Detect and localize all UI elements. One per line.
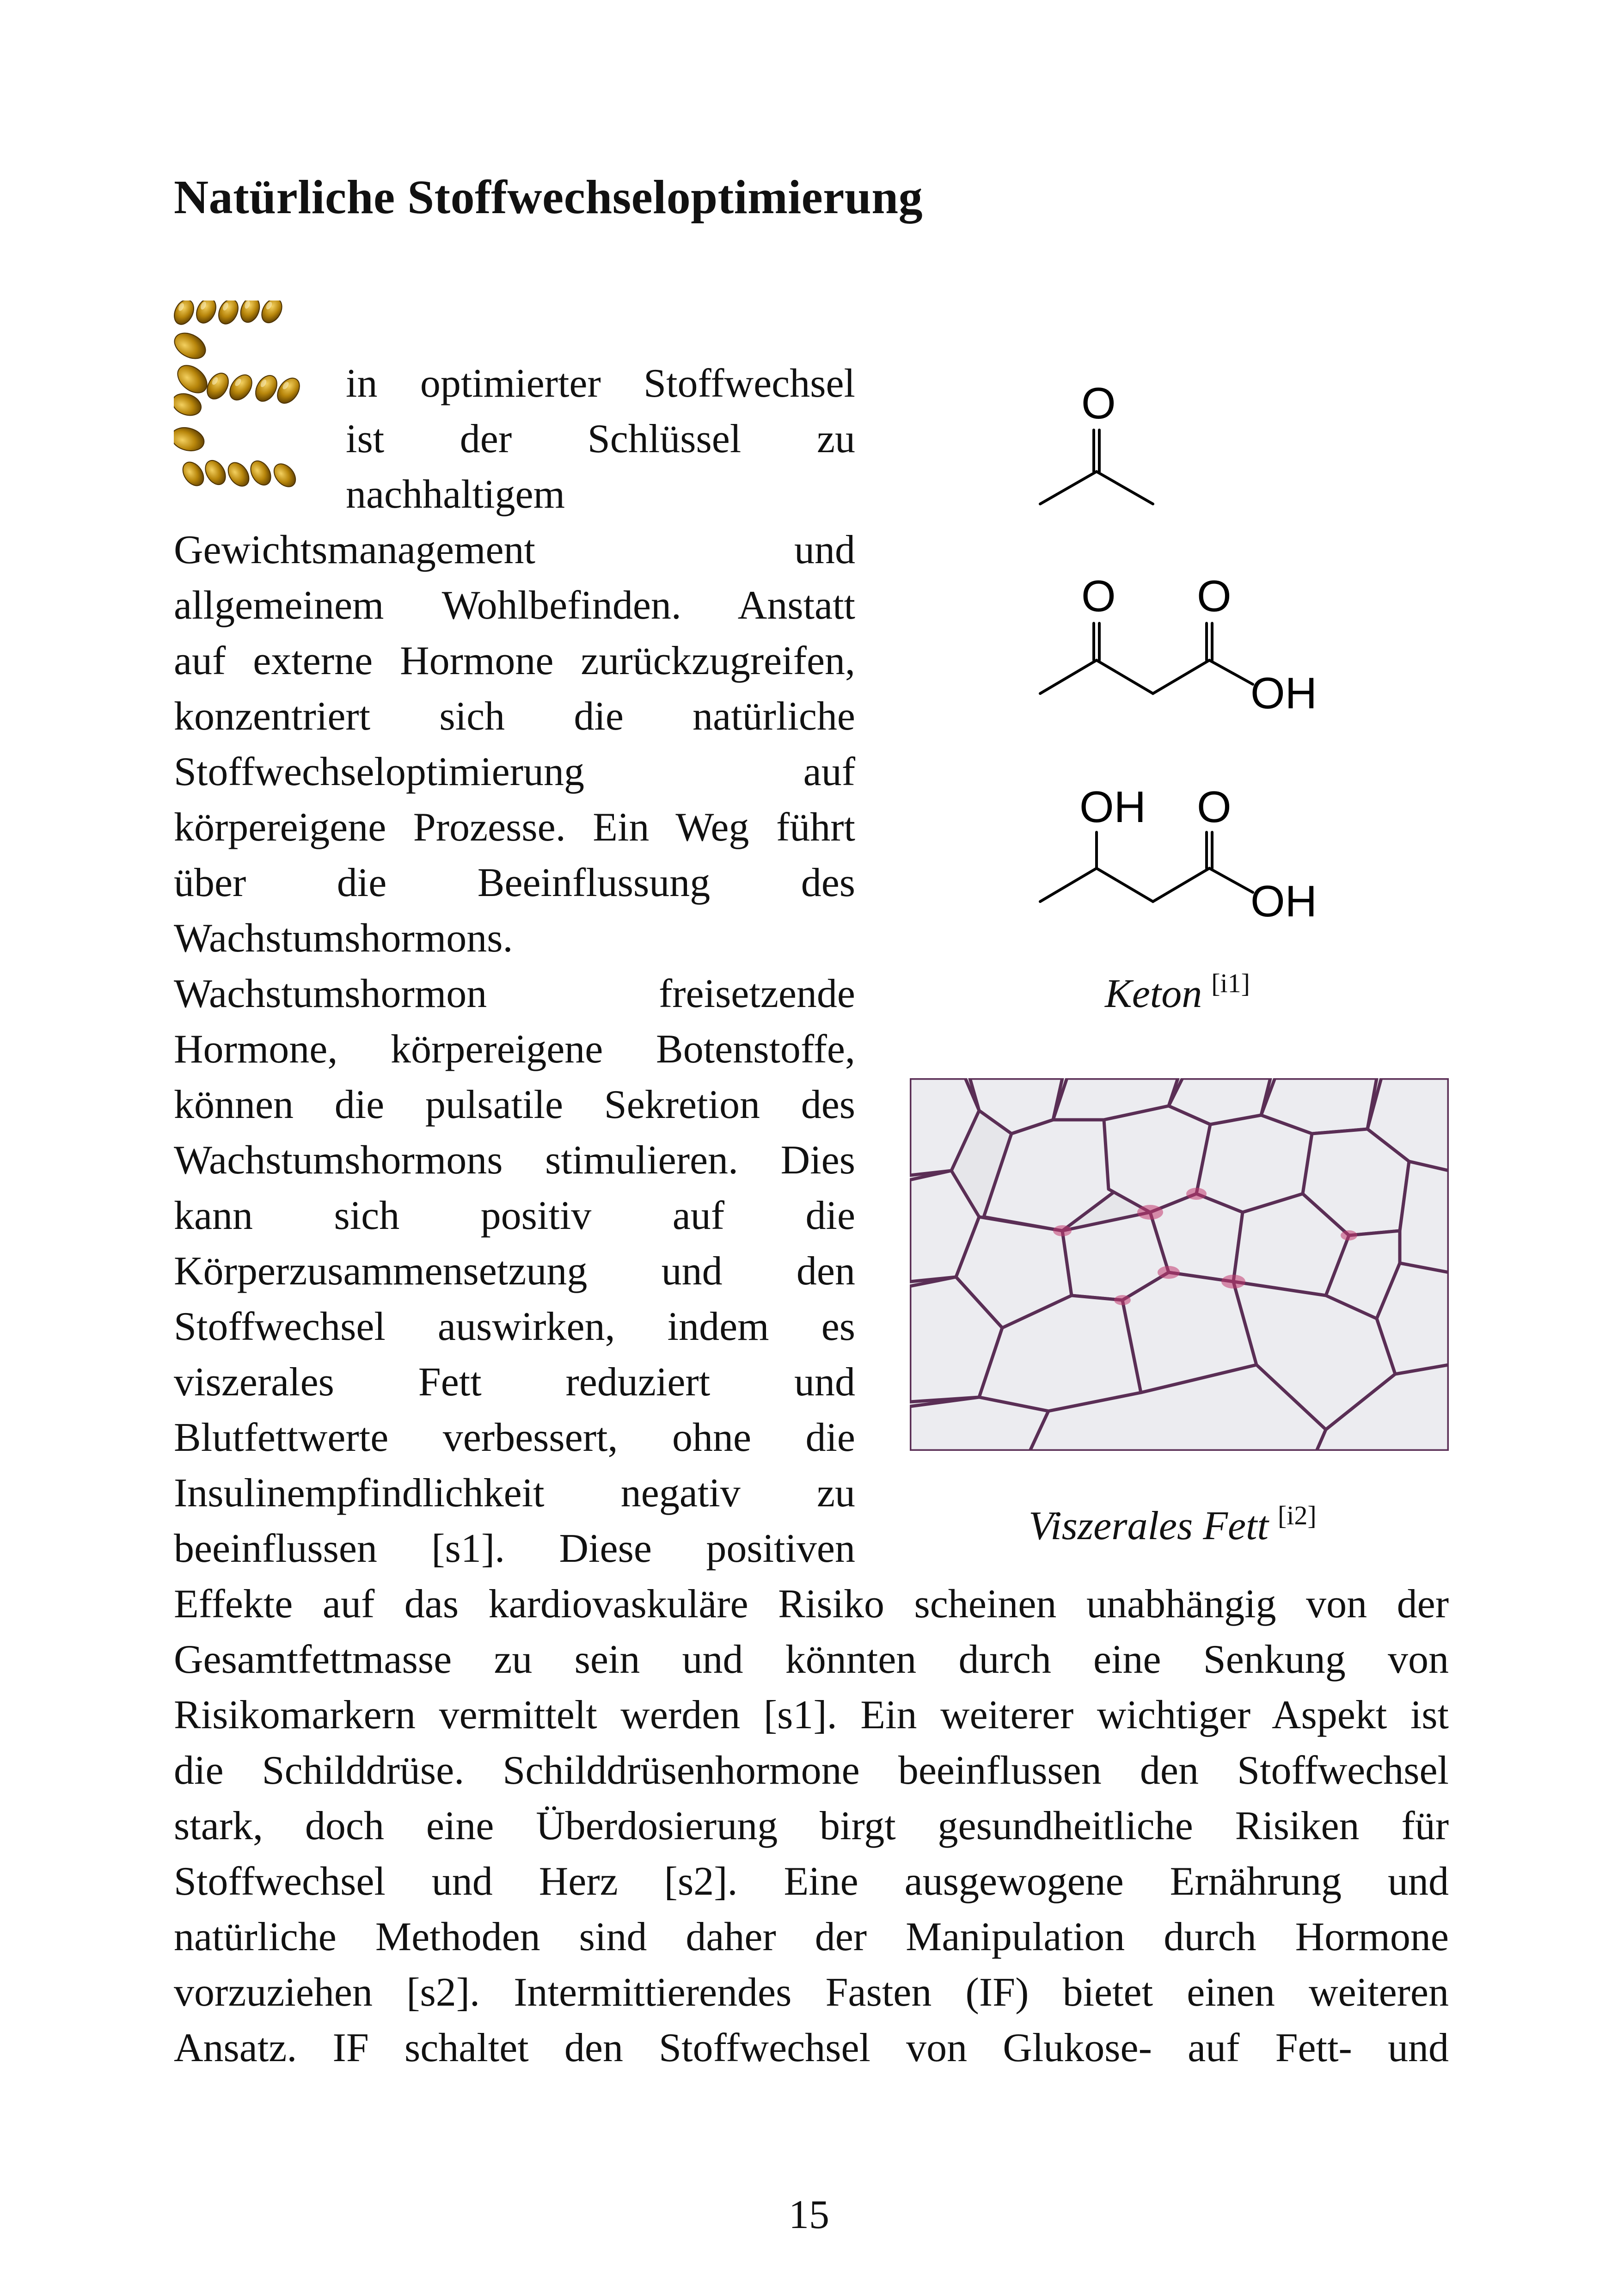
keton-caption-text: Keton (1105, 971, 1202, 1016)
text-line: Körperzusammensetzung und den (174, 1249, 855, 1294)
page-number: 15 (789, 2192, 829, 2237)
text-line: Insulinempfindlichkeit negativ zu (174, 1471, 855, 1516)
atom-label: O (1197, 571, 1232, 621)
text-line: Hormone, körpereigene Botenstoffe, (174, 1027, 855, 1072)
text-line: beeinflussen [s1]. Diese positiven (174, 1526, 855, 1571)
hydroxybutyric-acid-skeleton (1040, 868, 1253, 902)
text-line: Effekte auf das kardiovaskuläre Risiko scheinen unabhängig von der (174, 1582, 1449, 1627)
text-line: stark, doch eine Überdosierung birgt gesundheitliche Risiken für (174, 1804, 1449, 1848)
text-line: Gesamtfettmasse zu sein und könnten durch eine Senkung von (174, 1637, 1449, 1682)
atom-label: O (1197, 782, 1232, 832)
visceral-fat-histology-image (910, 1078, 1449, 1451)
text-line: nachhaltigem (346, 472, 565, 517)
text-line: vorzuziehen [s2]. Intermittierendes Fasten (IF) bietet einen weiteren (174, 1970, 1449, 2015)
fett-caption-text: Viszerales Fett (1029, 1504, 1269, 1548)
atom-label: OH (1250, 877, 1317, 926)
text-line: kann sich positiv auf die (174, 1193, 855, 1238)
text-line: konzentriert sich die natürliche (174, 694, 855, 739)
fett-reference: [i2] (1277, 1500, 1317, 1530)
ketone-structures-figure (1036, 370, 1359, 939)
text-line: in optimierter Stoffwechsel (346, 361, 855, 406)
acetone-skeleton (1040, 472, 1153, 504)
atom-label: O (1081, 571, 1116, 621)
text-line: Gewichtsmanagement und (174, 528, 855, 572)
text-line: Risikomarkern vermittelt werden [s1]. Ein weiterer wichtiger Aspekt ist (174, 1693, 1449, 1737)
page-title: Natürliche Stoffwechseloptimierung (174, 171, 923, 224)
drop-cap-capsule-e (174, 301, 322, 499)
text-line: die Schilddrüse. Schilddrüsenhormone beeinflussen den Stoffwechsel (174, 1748, 1449, 1793)
atom-label: O (1081, 379, 1116, 428)
text-line: Wachstumshormon freisetzende (174, 971, 855, 1016)
text-line: ist der Schlüssel zu (346, 417, 855, 461)
text-line: können die pulsatile Sekretion des (174, 1082, 855, 1127)
text-line: auf externe Hormone zurückzugreifen, (174, 638, 855, 683)
text-line: Blutfettwerte verbessert, ohne die (174, 1415, 855, 1460)
text-line: Stoffwechsel und Herz [s2]. Eine ausgewogene Ernährung und (174, 1859, 1449, 1904)
text-line: über die Beeinflussung des (174, 860, 855, 905)
atom-label: OH (1250, 669, 1317, 718)
acetoacetic-acid-skeleton (1040, 660, 1253, 694)
text-line: Wachstumshormons stimulieren. Dies (174, 1138, 855, 1183)
keton-caption (1105, 967, 1250, 1019)
text-line: Ansatz. IF schaltet den Stoffwechsel von Glukose- auf Fett- und (174, 2026, 1449, 2070)
atom-label: OH (1079, 782, 1146, 832)
text-line: körpereigene Prozesse. Ein Weg führt (174, 805, 855, 850)
text-line: Stoffwechsel auswirken, indem es (174, 1304, 855, 1349)
text-line: Wachstumshormons. (174, 916, 513, 961)
keton-reference: [i1] (1211, 968, 1250, 998)
fett-caption (1029, 1499, 1317, 1551)
text-line: viszerales Fett reduziert und (174, 1360, 855, 1405)
text-line: Stoffwechseloptimierung auf (174, 749, 855, 794)
text-line: natürliche Methoden sind daher der Manipulation durch Hormone (174, 1915, 1449, 1959)
text-line: allgemeinem Wohlbefinden. Anstatt (174, 583, 855, 628)
